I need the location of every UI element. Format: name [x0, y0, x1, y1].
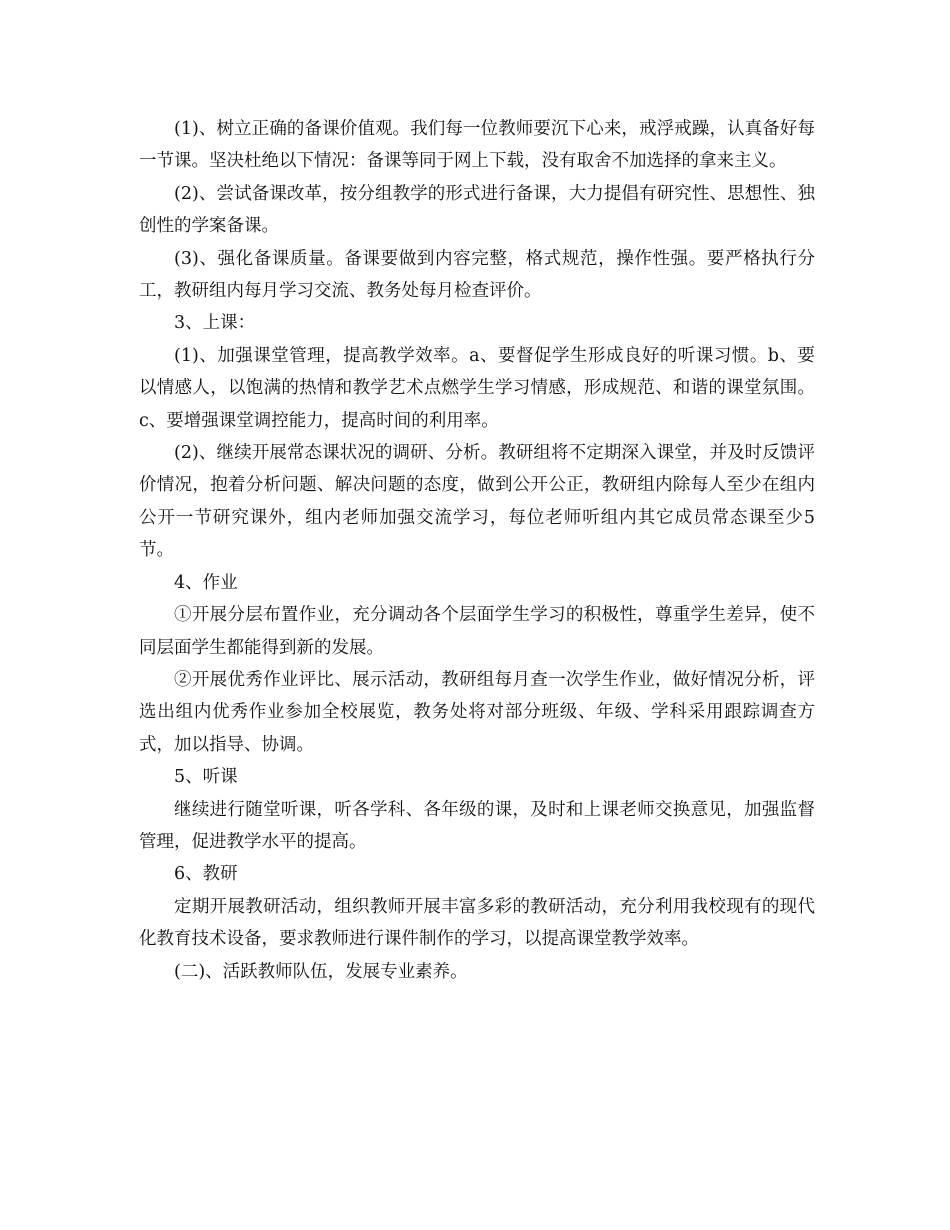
- paragraph-classroom-management: (1)、加强课堂管理，提高教学效率。a、要督促学生形成良好的听课习惯。b、要以情感人，以饱满的热情和教学艺术点燃学生学习情感，形成规范、和谐的课堂氛围。c、要增强课堂调控能力，提高时间的利用率。: [139, 345, 815, 431]
- section-heading-class: 3、上课：: [174, 313, 256, 334]
- section-heading-teacher-team: (二)、活跃教师队伍，发展专业素养。: [174, 961, 468, 982]
- section-heading-observation: 5、听课: [174, 767, 238, 788]
- paragraph-prep-values: (1)、树立正确的备课价值观。我们每一位教师要沉下心来，戒浮戒躁，认真备好每一节课。坚决杜绝以下情况：备课等同于网上下载，没有取舍不加选择的拿来主义。: [139, 119, 815, 172]
- paragraph-regular-class-research: (2)、继续开展常态课状况的调研、分析。教研组将不定期深入课堂，并及时反馈评价情况，抱着分析问题、解决问题的态度，做到公开公正，教研组内除每人至少在组内公开一节研究课外，组内老师加强交流学习，每位老师听组内其它成员常态课至少5节。: [139, 443, 815, 561]
- paragraph-research: 定期开展教研活动，组织教师开展丰富多彩的教研活动，充分利用我校现有的现代化教育技术设备，要求教师进行课件制作的学习，以提高课堂教学效率。: [139, 896, 815, 950]
- section-heading-homework: 4、作业: [174, 572, 238, 593]
- paragraph-prep-quality: (3)、强化备课质量。备课要做到内容完整，格式规范，操作性强。要严格执行分工，教研组内每月学习交流、教务处每月检查评价。: [139, 248, 815, 302]
- document-body: [139, 113, 815, 988]
- paragraph-observation: 继续进行随堂听课，听各学科、各年级的课，及时和上课老师交换意见，加强监督管理，促进教学水平的提高。: [139, 799, 815, 852]
- section-heading-research: 6、教研: [174, 864, 238, 885]
- paragraph-prep-reform: (2)、尝试备课改革，按分组教学的形式进行备课，大力提倡有研究性、思想性、独创性的学案备课。: [139, 183, 815, 237]
- paragraph-homework-evaluation: ②开展优秀作业评比、展示活动，教研组每月查一次学生作业，做好情况分析，评选出组内优秀作业参加全校展览，教务处将对部分班级、年级、学科采用跟踪调查方式，加以指导、协调。: [139, 669, 815, 755]
- paragraph-layered-homework: ①开展分层布置作业，充分调动各个层面学生学习的积极性，尊重学生差异，使不同层面学生都能得到新的发展。: [139, 605, 815, 658]
